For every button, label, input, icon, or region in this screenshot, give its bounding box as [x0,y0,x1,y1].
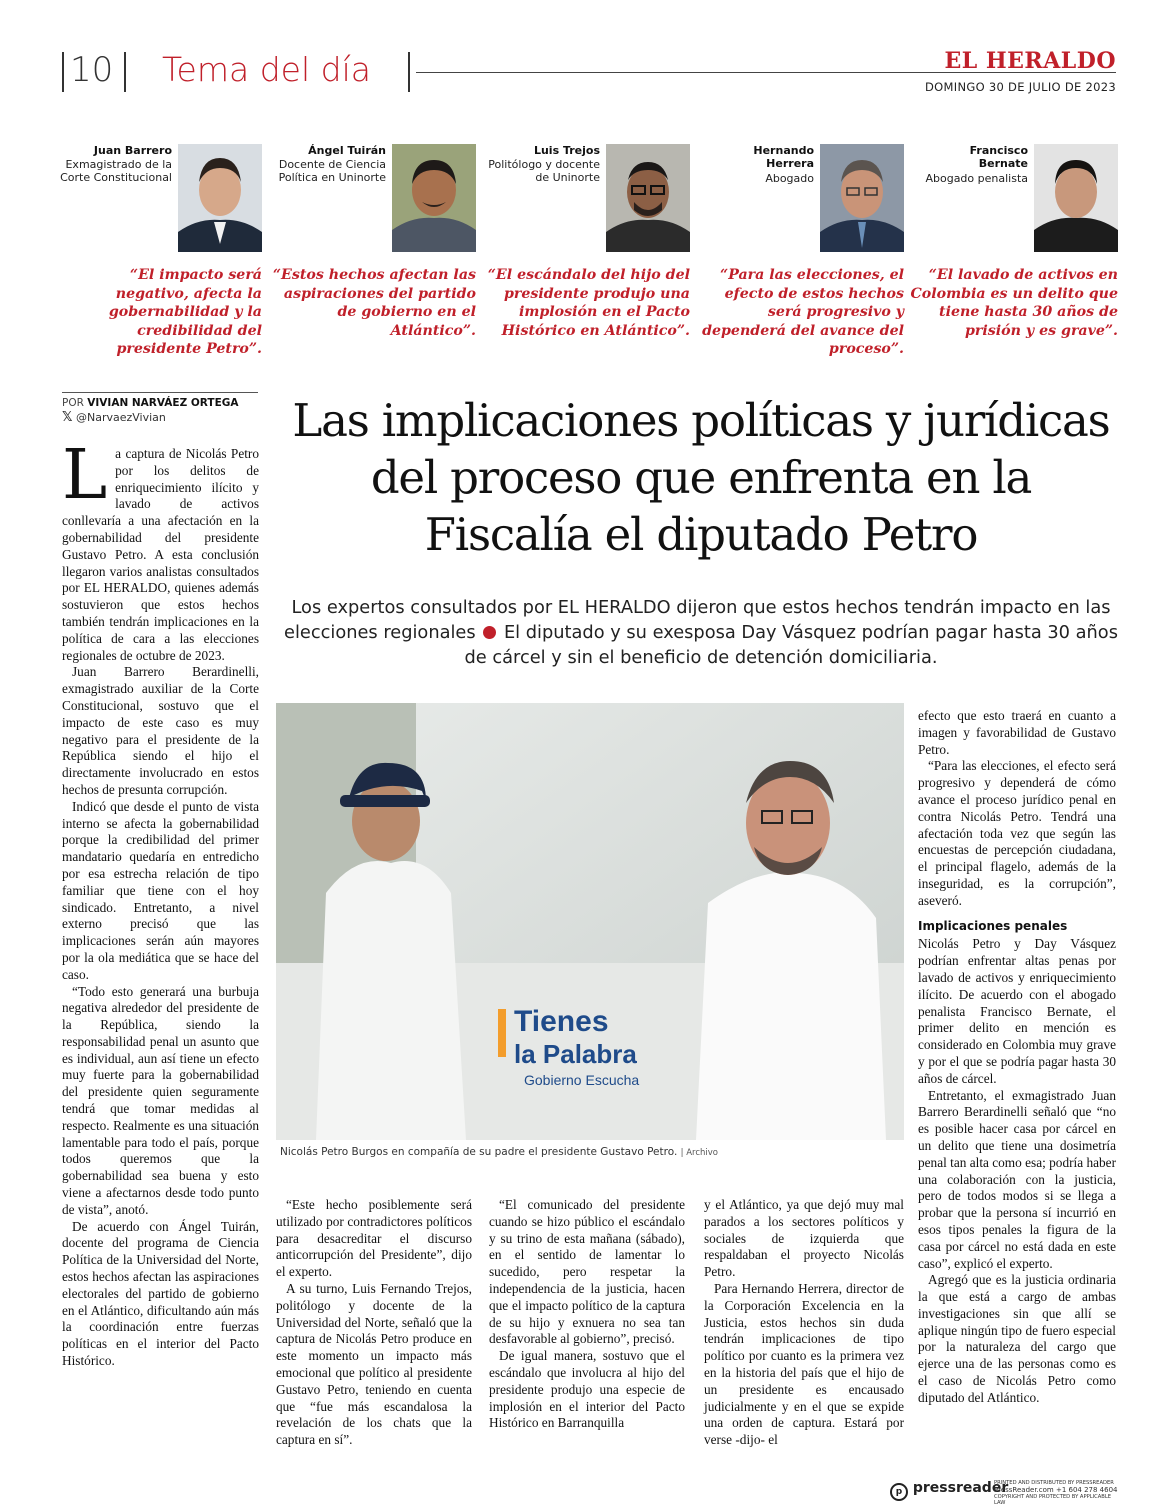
paragraph: “El comunicado del presidente cuando se hizo público el escándalo y su trino de esta mañana (sábado), en el sentido de lamentar lo sucedido, pero respetar la independencia de la justicia, hacen que el impacto político de la captura de su hijo y exnuera no sea tan desfavorable al gobierno”, precisó. [489,1197,685,1347]
paragraph: Para Hernando Herrera, director de la Corporación Excelencia en la Justicia, estos hechos sin duda tendrán implicaciones de tipo político por cuanto es la primera vez en la historia del país que el hijo de un presidente es encausado judicialmente y en el que se expide una orden de captura. Estará por verse -dijo- el [704,1280,904,1448]
expert-quote: “El lavado de activos en Colombia es un delito que tiene hasta 30 años de prisión y es grave”. [910,267,1118,339]
expert-card [470,144,690,344]
expert-quote: “El escándalo del hijo del presidente produjo una implosión en el Pacto Histórico en Atlántico”. [487,267,690,339]
pressreader-icon: p [890,1483,908,1501]
pressreader-badge [890,1480,1120,1504]
expert-card [898,144,1118,344]
expert-photo [392,144,476,252]
paragraph-text: a captura de Nicolás Petro por los delitos de enriquecimiento ilícito y lavado de activos conllevaría a una afectación en la gobernabilidad del presidente Gustavo Petro. A esta conclusión llegaron varios analistas consultados por EL HERALDO, quienes además sostuvieron que estos hechos también tendrán implicaciones en la política de cara a las elecciones regionales de octubre de 2023. [62,446,259,663]
body-column-5 [918,708,1116,1407]
deck-part2: El diputado y su exesposa Day Vásquez podrían pagar hasta 30 años de cárcel y sin el beneficio de detención domiciliaria. [464,622,1118,668]
paragraph: De acuerdo con Ángel Tuirán, docente del programa de Ciencia Política de la Universidad del Norte, estos hechos afectan las aspiraciones electorales del partido de gobierno en el Atlántico, dificultando aún más la coordinación entre fuerzas políticas en el interior del Pacto Histórico. [62,1218,259,1369]
pressreader-fineprint [994,1480,1120,1506]
paragraph [62,436,259,664]
fine-line: PressReader.com +1 604 278 4604 [994,1486,1118,1494]
photo-credit: | Archivo [680,1148,718,1158]
body-column-1 [62,436,259,1370]
body-column-3 [489,1197,685,1432]
expert-name: Ángel Tuirán [308,144,386,157]
pressreader-wordmark: pressreader [912,1480,1009,1496]
expert-quote: “El impacto será negativo, afecta la gobernabilidad y la credibilidad del presidente Petro”. [108,267,262,357]
paragraph: efecto que esto traerá en cuanto a imagen y favorabilidad de Gustavo Petro. [918,708,1116,757]
paragraph: “Para las elecciones, el efecto será progresivo y dependerá de cómo avance el proceso jurídico penal en contra Nicolás Petro. Tendrá una afectación toda vez que según las encuestas de percepción ciudadana, el principal flagelo, además de la inseguridad, es la corrupción”, aseveró. [918,758,1116,908]
deck [276,595,1126,670]
expert-role: Abogado penalista [925,172,1028,185]
paragraph: Nicolás Petro y Day Vásquez podrían enfrentar altas penas por lavado de activos y enriquecimiento ilícito. De acuerdo con el abogado penalista Francisco Bernate, el primer delito en mención es considerado en Colombia muy grave y por el que se podría pagar hasta 30 años de cárcel. [918,936,1116,1086]
expert-quote: “Estos hechos afectan las aspiraciones del partido de gobierno en el Atlántico”. [272,267,476,339]
pressreader-logo [890,1480,1008,1501]
drop-cap: L [62,436,108,515]
social-handle [62,410,166,425]
byline-prefix: POR [62,397,84,409]
expert-quote: “Para las elecciones, el efecto de estos hechos será progresivo y dependerá del avance del proceso”. [702,267,904,357]
x-logo-icon: 𝕏 [62,410,73,425]
paragraph: Juan Barrero Berardinelli, exmagistrado auxiliar de la Corte Constitucional, sostuvo que el impacto de este caso es muy negativo para el presidente de la República siendo el hijo el directamente involucrado en estos hechos de presunta corrupción. [62,664,259,797]
photo-illustration [276,703,904,1140]
header-divider [124,52,126,92]
banner-text-2: la Palabra [514,1039,637,1069]
handle-text: @NarvaezVivian [75,411,166,424]
headline: Las implicaciones políticas y jurídicas del proceso que enfrenta en la Fiscalía el diputado Petro [292,394,1110,561]
byline [62,392,258,409]
expert-name: Juan Barrero [93,144,172,157]
main-photo [276,703,904,1140]
byline-author: VIVIAN NARVÁEZ ORTEGA [87,397,239,409]
expert-role: Docente de Ciencia Política en Uninorte [278,158,386,184]
expert-card [256,144,476,344]
bullet-dot-icon [483,626,496,639]
fine-line: COPYRIGHT AND PROTECTED BY APPLICABLE LAW [994,1494,1112,1506]
paragraph: Entretanto, el exmagistrado Juan Barrero Berardinelli señaló que “no es posible hacer casa por cárcel en un delito que tiene una dosimetría penal tan alta como esa; podría haber una colaboración con la justicia, pero de todos modos si se llega a probar que la persona sí incurrió en esos tipos penales la figura de la casa por cárcel no está dada en este caso”, explicó el experto. [918,1087,1116,1271]
fine-line: PRINTED AND DISTRIBUTED BY PRESSREADER [994,1480,1114,1486]
masthead: EL HERALDO [944,48,1116,74]
expert-photo [606,144,690,252]
expert-card [42,144,262,357]
expert-photo [820,144,904,252]
photo-caption [280,1146,718,1158]
expert-photo [178,144,262,252]
paragraph: Agregó que es la justicia ordinaria la que está a cargo de ambas investigaciones sin que allí se aplique ningún tipo de fuero especial por la naturaleza del cargo que ejerce una de las personas como es el caso de Nicolás Petro como diputado del Atlántico. [918,1272,1116,1405]
dateline: DOMINGO 30 DE JULIO DE 2023 [925,80,1116,94]
body-column-4 [704,1197,904,1449]
page-number: 10 [70,50,114,90]
expert-name: Luis Trejos [533,144,600,157]
header-divider [62,52,64,92]
subheading: Implicaciones penales [918,918,1068,933]
expert-name: Hernando Herrera [753,144,814,170]
paragraph: “Todo esto generará una burbuja negativa alrededor del presidente de la República, siendo la responsabilidad penal un asunto que es individual, aun así tiene un efecto muy fuerte para la gobernabilidad del presidente quien seguramente tendrá que tomar medidas al respecto. Realmente es una situación lamentable para todo el país, porque todos queremos que la gobernabilidad sea buena y esto viene a afectarnos desde todo punto de vista”, anotó. [62,983,259,1217]
header-divider [408,52,410,92]
section-title: Tema del día [162,50,371,89]
body-column-2 [276,1197,472,1449]
deck-part1: Los expertos consultados por EL HERALDO dijeron que estos hechos tendrán impacto en las elecciones regionales [284,597,1111,643]
paragraph: De igual manera, sostuvo que el escándalo que involucra al hijo del presidente produjo una especie de implosión en el interior del Pacto Histórico en Barranquilla [489,1348,685,1431]
caption-text: Nicolás Petro Burgos en compañía de su padre el presidente Gustavo Petro. [280,1146,678,1158]
expert-card [684,144,904,357]
expert-role: Exmagistrado de la Corte Constitucional [60,158,172,184]
paragraph: “Este hecho posiblemente será utilizado por contradictores políticos para desacreditar el discurso anticorrupción del Presidente”, dijo el experto. [276,1197,472,1280]
expert-name: Francisco Bernate [969,144,1028,170]
expert-role: Politólogo y docente de Uninorte [488,158,600,184]
banner-text-3: Gobierno Escucha [524,1072,640,1088]
expert-role: Abogado [765,172,814,185]
paragraph: A su turno, Luis Fernando Trejos, politólogo y docente de la Universidad del Norte, señaló que la captura de Nicolás Petro produce en este momento un impacto más emocional que político al presidente Gustavo Petro, teniendo en cuenta que “fue más escandalosa la revelación de los chats que la captura en sí”. [276,1280,472,1448]
banner-text-1: Tienes [514,1005,609,1038]
paragraph: Indicó que desde el punto de vista interno se afecta la gobernabilidad porque la credibilidad del primer mandatario quedaría en entredicho por esa estrecha relación de tipo familiar que tiene con el hoy sindicado. Entretanto, a nivel externo precisó que las implicaciones serán aún mayores por la ola mediática que se hace del caso. [62,798,259,982]
expert-photo [1034,144,1118,252]
paragraph: y el Atlántico, ya que dejó muy mal parados a los sectores políticos y sociales de izquierda que respaldaban el proyecto Nicolás Petro. [704,1197,904,1280]
